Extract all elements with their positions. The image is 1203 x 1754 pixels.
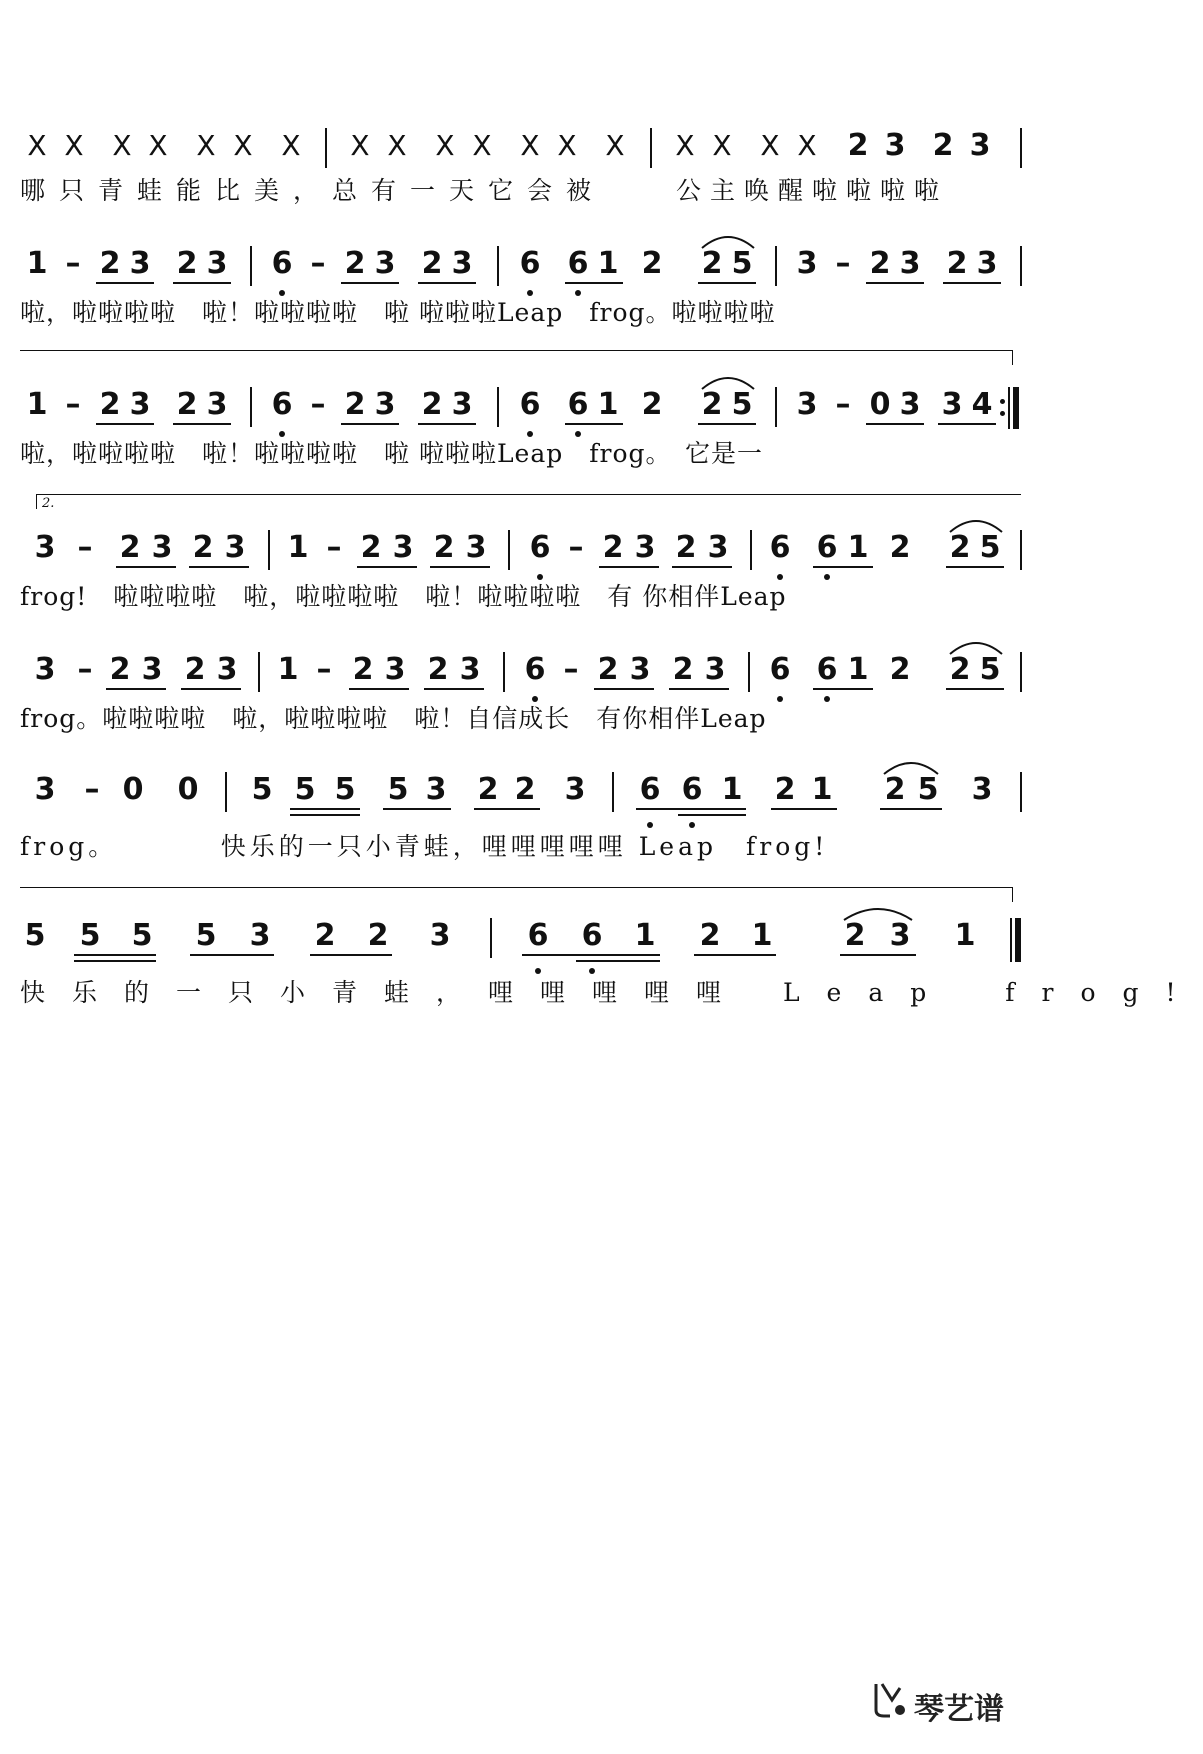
note: 3: [34, 652, 56, 687]
beam-underline: [173, 282, 231, 284]
barline: [775, 246, 777, 286]
note: 3: [141, 652, 163, 687]
beam-underline: [116, 566, 176, 568]
note: –: [835, 387, 851, 422]
note: 3: [796, 387, 818, 422]
note: –: [326, 530, 342, 565]
note: 6: [529, 530, 551, 565]
low-octave-dot: [589, 968, 595, 974]
note: 3: [216, 652, 238, 687]
slur-arc: [842, 904, 914, 922]
beam-underline: [74, 954, 156, 956]
note: X: [712, 129, 732, 162]
beam-underline: [181, 688, 241, 690]
beam-underline: [678, 814, 746, 816]
note: X: [148, 129, 168, 162]
barline: [612, 772, 614, 812]
barline: [250, 387, 252, 427]
beam-underline: [866, 423, 924, 425]
note: 3: [889, 918, 911, 953]
beam-underline: [96, 282, 154, 284]
note: 0: [177, 772, 199, 807]
note: 2: [844, 918, 866, 953]
lyrics-row: [0, 580, 1040, 620]
note: 3: [374, 387, 396, 422]
note: 6: [639, 772, 661, 807]
note: 3: [384, 652, 406, 687]
note: 5: [131, 918, 153, 953]
low-octave-dot: [535, 968, 541, 974]
beam-underline: [522, 954, 660, 956]
repeat-bracket: [20, 350, 1013, 365]
note: X: [233, 129, 253, 162]
note: 3: [704, 652, 726, 687]
lyric-text: 快乐的一只小青蛙，哩哩哩哩哩 Leap frog!: [20, 978, 1203, 1007]
note: 3: [224, 530, 246, 565]
note: 2: [421, 387, 443, 422]
note: 5: [917, 772, 939, 807]
beam-underline: [565, 282, 623, 284]
note: 2: [774, 772, 796, 807]
barline: [1020, 530, 1022, 570]
note: 1: [634, 918, 656, 953]
lyric-text: 公主唤醒啦啦啦啦: [676, 176, 949, 205]
note: 3: [129, 246, 151, 281]
note: 4: [971, 387, 993, 422]
note: 6: [769, 530, 791, 565]
barline: [748, 652, 750, 692]
note: 1: [277, 652, 299, 687]
note: 5: [731, 246, 753, 281]
volta-bracket: [36, 494, 1021, 509]
note: 6: [271, 387, 293, 422]
note: 2: [192, 530, 214, 565]
beam-underline: [938, 423, 996, 425]
note: 5: [387, 772, 409, 807]
note: 2: [427, 652, 449, 687]
note: 2: [352, 652, 374, 687]
note: X: [605, 129, 625, 162]
note: 3: [459, 652, 481, 687]
note: 1: [597, 387, 619, 422]
brand-logo: [870, 1676, 1020, 1726]
note: 2: [597, 652, 619, 687]
note: 3: [249, 918, 271, 953]
note: 3: [34, 530, 56, 565]
note: –: [563, 652, 579, 687]
note: 1: [721, 772, 743, 807]
barline: [325, 128, 327, 168]
note: 1: [597, 246, 619, 281]
note: X: [557, 129, 577, 162]
note: 3: [374, 246, 396, 281]
note: 3: [884, 128, 906, 163]
beam-underline: [341, 282, 399, 284]
note: 3: [899, 387, 921, 422]
note: –: [835, 246, 851, 281]
lyric-text: frog。 快乐的一只小青蛙，哩哩哩哩哩 Leap frog!: [20, 832, 829, 861]
note: 2: [889, 530, 911, 565]
note: 0: [122, 772, 144, 807]
note: 3: [429, 918, 451, 953]
note: 1: [26, 387, 48, 422]
note: 5: [195, 918, 217, 953]
beam-underline: [576, 960, 660, 962]
beam-underline: [310, 954, 392, 956]
beam-underline: [106, 688, 166, 690]
note: 2: [701, 387, 723, 422]
note: 6: [519, 387, 541, 422]
beam-underline: [698, 282, 756, 284]
note: 0: [869, 387, 891, 422]
beam-underline: [418, 423, 476, 425]
repeat-end-barline: [1000, 387, 1022, 429]
note: 3: [796, 246, 818, 281]
note: 1: [847, 530, 869, 565]
volta-label: 2.: [42, 496, 55, 511]
note: 3: [969, 128, 991, 163]
note: 6: [567, 246, 589, 281]
beam-underline: [357, 566, 417, 568]
note: 3: [129, 387, 151, 422]
note: 2: [99, 246, 121, 281]
beam-underline: [840, 954, 916, 956]
note: 2: [672, 652, 694, 687]
barline: [225, 772, 227, 812]
note: X: [27, 129, 47, 162]
beam-underline: [474, 808, 540, 810]
beam-underline: [698, 423, 756, 425]
note: 5: [79, 918, 101, 953]
lyric-text: 啦，啦啦啦啦 啦！啦啦啦啦 啦 啦啦啦Leap frog。 它是一: [20, 439, 764, 468]
note: 3: [34, 772, 56, 807]
note: 3: [707, 530, 729, 565]
slur-arc: [948, 638, 1004, 656]
note: 2: [314, 918, 336, 953]
barline: [1020, 772, 1022, 812]
note: 3: [899, 246, 921, 281]
note: 2: [421, 246, 443, 281]
note: 1: [847, 652, 869, 687]
beam-underline: [946, 688, 1004, 690]
note: X: [112, 129, 132, 162]
barline: [268, 530, 270, 570]
beam-underline: [565, 423, 623, 425]
lyrics-row: [0, 976, 1203, 1016]
note: 2: [949, 652, 971, 687]
barline: [258, 652, 260, 692]
note: –: [65, 246, 81, 281]
note: 2: [119, 530, 141, 565]
note: 1: [954, 918, 976, 953]
note: 2: [602, 530, 624, 565]
slur-arc: [948, 516, 1004, 534]
lyrics-row: [0, 437, 1040, 477]
note: X: [387, 129, 407, 162]
low-octave-dot: [689, 822, 695, 828]
slur-arc: [882, 758, 940, 776]
beam-underline: [190, 954, 274, 956]
lyric-text: 哪只青蛙能比美，总有一天它会被: [20, 176, 606, 205]
barline: [650, 128, 652, 168]
note: 1: [811, 772, 833, 807]
note: 2: [869, 246, 891, 281]
lyrics-row: [0, 702, 1040, 742]
note: 6: [681, 772, 703, 807]
beam-underline: [866, 282, 924, 284]
barline: [490, 918, 492, 958]
note: 6: [519, 246, 541, 281]
beam-underline: [74, 960, 156, 962]
barline: [1020, 652, 1022, 692]
barline: [750, 530, 752, 570]
note: 3: [451, 246, 473, 281]
beam-underline: [694, 954, 776, 956]
note: 6: [524, 652, 546, 687]
repeat-bracket: [20, 887, 1013, 902]
beam-underline: [349, 688, 409, 690]
note: 2: [889, 652, 911, 687]
barline: [497, 387, 499, 427]
note: 3: [465, 530, 487, 565]
slur-arc: [700, 232, 756, 250]
lyrics-row: [0, 296, 1040, 336]
barline: [503, 652, 505, 692]
note: 2: [946, 246, 968, 281]
music-note-icon: [870, 1680, 910, 1720]
note: X: [196, 129, 216, 162]
note: 3: [206, 246, 228, 281]
note: 3: [941, 387, 963, 422]
note: 1: [26, 246, 48, 281]
note: 3: [206, 387, 228, 422]
note: X: [472, 129, 492, 162]
beam-underline: [290, 808, 360, 810]
note: 2: [641, 246, 663, 281]
note: –: [77, 530, 93, 565]
beam-underline: [813, 688, 873, 690]
beam-underline: [173, 423, 231, 425]
note: 2: [360, 530, 382, 565]
note: 2: [847, 128, 869, 163]
note: –: [65, 387, 81, 422]
barline: [1020, 246, 1022, 286]
note: 6: [816, 530, 838, 565]
beam-underline: [599, 566, 659, 568]
beam-underline: [880, 808, 942, 810]
lyric-text: frog! 啦啦啦啦 啦，啦啦啦啦 啦！啦啦啦啦 有 你相伴Leap: [20, 582, 787, 611]
note: 2: [701, 246, 723, 281]
note: 6: [527, 918, 549, 953]
note: 3: [425, 772, 447, 807]
low-octave-dot: [647, 822, 653, 828]
final-barline: [1010, 918, 1022, 962]
note: 2: [675, 530, 697, 565]
note: 6: [581, 918, 603, 953]
note: –: [310, 387, 326, 422]
beam-underline: [669, 688, 729, 690]
note: 2: [184, 652, 206, 687]
note: X: [797, 129, 817, 162]
note: 3: [564, 772, 586, 807]
note: 2: [99, 387, 121, 422]
note: X: [435, 129, 455, 162]
slur-arc: [700, 373, 756, 391]
lyric-text: frog。啦啦啦啦 啦，啦啦啦啦 啦！自信成长 有你相伴Leap: [20, 704, 767, 733]
note: 3: [629, 652, 651, 687]
note: 3: [392, 530, 414, 565]
note: 2: [367, 918, 389, 953]
note: –: [568, 530, 584, 565]
note: 1: [287, 530, 309, 565]
note: 3: [451, 387, 473, 422]
beam-underline: [341, 423, 399, 425]
note: 2: [884, 772, 906, 807]
note: 6: [769, 652, 791, 687]
note: 2: [176, 246, 198, 281]
beam-underline: [189, 566, 249, 568]
beam-underline: [418, 282, 476, 284]
beam-underline: [943, 282, 1001, 284]
note: 3: [634, 530, 656, 565]
note: 5: [294, 772, 316, 807]
note: 2: [932, 128, 954, 163]
lyric-text: 啦，啦啦啦啦 啦！啦啦啦啦 啦 啦啦啦Leap frog。啦啦啦啦: [20, 298, 776, 327]
barline: [1020, 128, 1022, 168]
note: –: [316, 652, 332, 687]
note: 2: [949, 530, 971, 565]
beam-underline: [96, 423, 154, 425]
note: X: [64, 129, 84, 162]
logo-text: 琴艺谱: [914, 1692, 1004, 1727]
note: 2: [344, 246, 366, 281]
beam-underline: [771, 808, 837, 810]
note: 5: [979, 530, 1001, 565]
note: 2: [344, 387, 366, 422]
note: 2: [514, 772, 536, 807]
note: X: [675, 129, 695, 162]
lyrics-row: [0, 174, 1040, 214]
beam-underline: [946, 566, 1004, 568]
note: 5: [251, 772, 273, 807]
note: 2: [433, 530, 455, 565]
barline: [250, 246, 252, 286]
barline: [508, 530, 510, 570]
note: 5: [334, 772, 356, 807]
note: 5: [731, 387, 753, 422]
note: 5: [24, 918, 46, 953]
note: –: [310, 246, 326, 281]
note: –: [84, 772, 100, 807]
beam-underline: [383, 808, 451, 810]
note: 1: [751, 918, 773, 953]
note: 6: [567, 387, 589, 422]
note: 6: [271, 246, 293, 281]
barline: [497, 246, 499, 286]
beam-underline: [594, 688, 654, 690]
note: 6: [816, 652, 838, 687]
note: 3: [976, 246, 998, 281]
note: 2: [641, 387, 663, 422]
note: 2: [176, 387, 198, 422]
note: X: [760, 129, 780, 162]
beam-underline: [424, 688, 484, 690]
barline: [775, 387, 777, 427]
note: 5: [979, 652, 1001, 687]
note: 2: [477, 772, 499, 807]
note: 3: [971, 772, 993, 807]
note: 3: [151, 530, 173, 565]
note: 2: [109, 652, 131, 687]
beam-underline: [290, 814, 360, 816]
lyrics-row: [0, 830, 1040, 870]
beam-underline: [430, 566, 490, 568]
note: X: [350, 129, 370, 162]
note: 2: [699, 918, 721, 953]
beam-underline: [672, 566, 732, 568]
beam-underline: [636, 808, 746, 810]
note: –: [77, 652, 93, 687]
note: X: [520, 129, 540, 162]
note: X: [281, 129, 301, 162]
beam-underline: [813, 566, 873, 568]
